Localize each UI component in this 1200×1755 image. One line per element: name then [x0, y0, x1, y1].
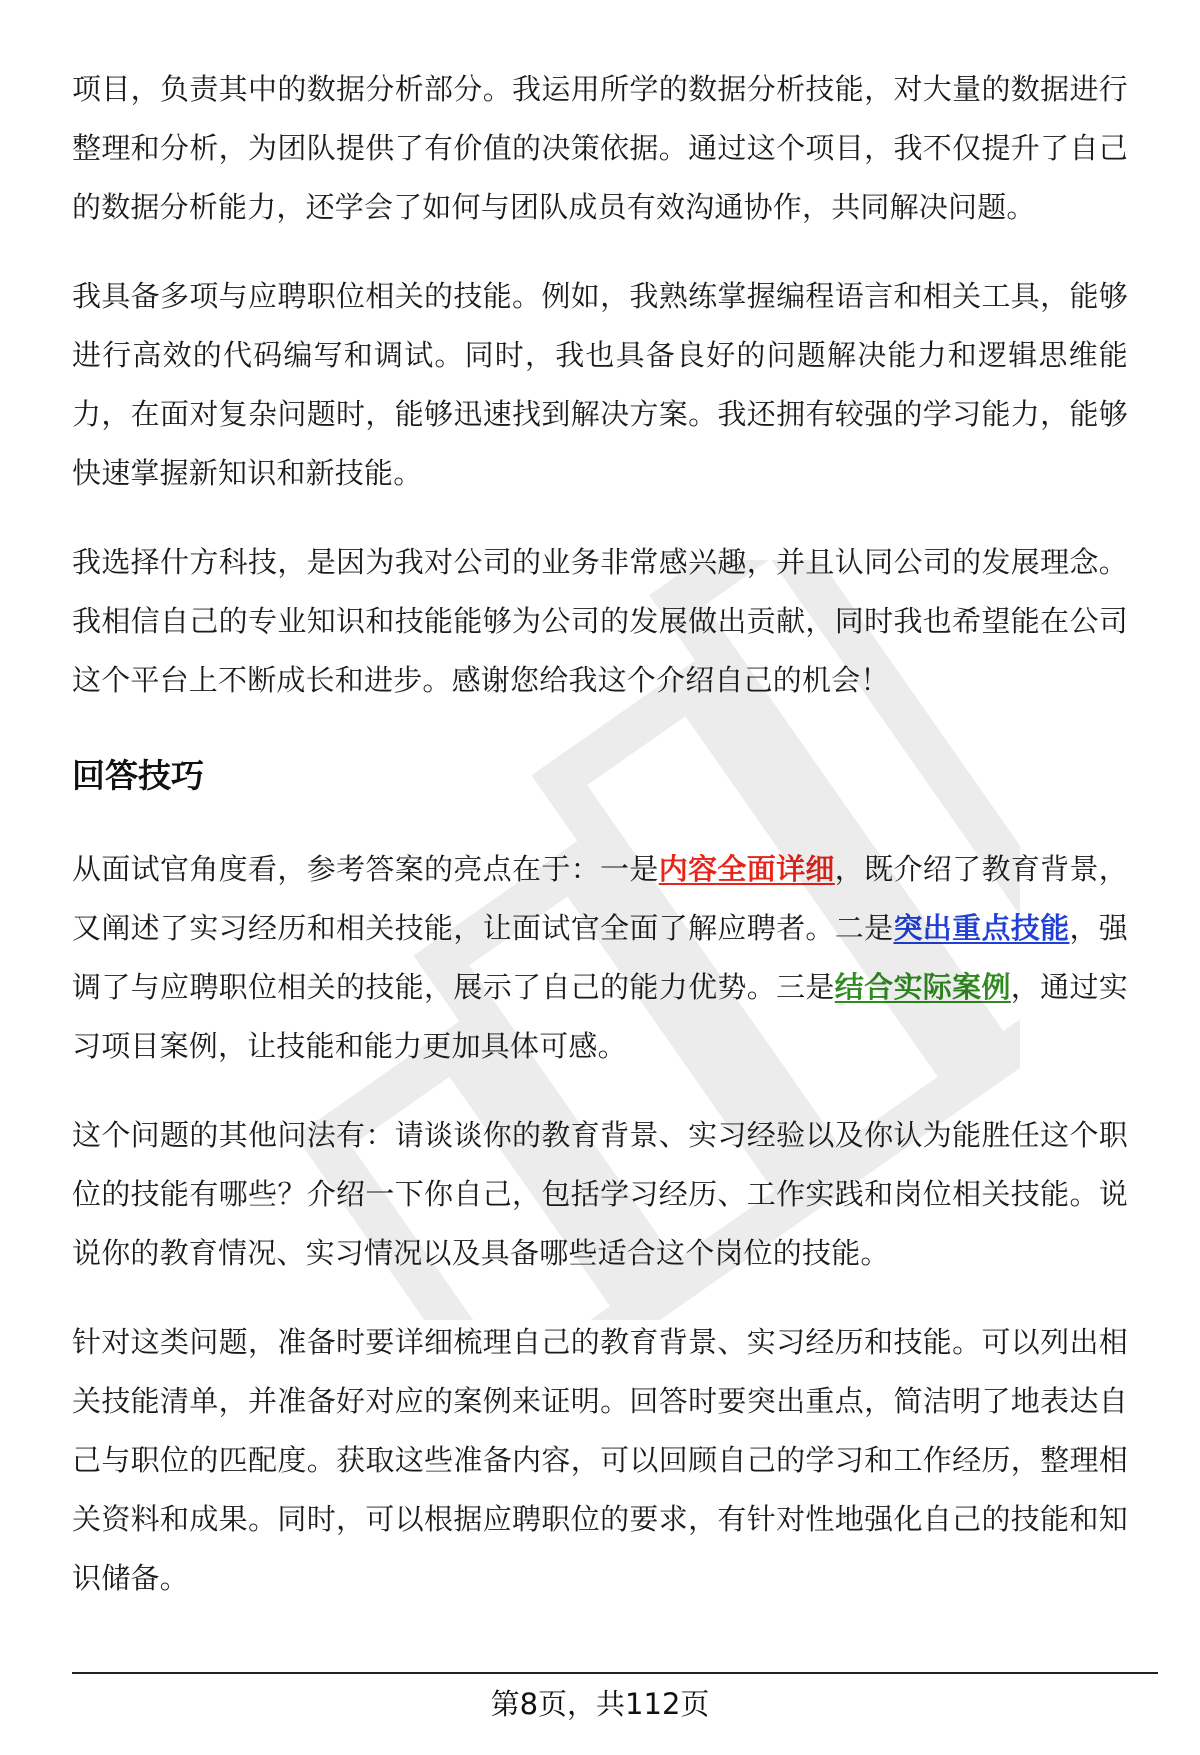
paragraph-project-experience: 项目，负责其中的数据分析部分。我运用所学的数据分析技能，对大量的数据进行整理和分析，为团队提供了有价值的决策依据。通过这个项目，我不仅提升了自己的数据分析能力，还学会了如何与团队成员有效沟通协作，共同解决问题。 [72, 72, 1128, 224]
highlight-real-cases: 结合实际案例 [834, 970, 1011, 1004]
footer-divider [72, 1672, 1158, 1674]
highlights-text-b: ，既介绍了教育背景，又阐述了实习经历和相关技能，让面试官全面了解应聘者。二是 [72, 852, 1128, 945]
paragraph-highlights [72, 840, 1128, 1076]
paragraph-skills: 我具备多项与应聘职位相关的技能。例如，我熟练掌握编程语言和相关工具，能够进行高效的代码编写和调试。同时，我也具备良好的问题解决能力和逻辑思维能力，在面对复杂问题时，能够迅速找到解决方案。我还拥有较强的学习能力，能够快速掌握新知识和新技能。 [72, 279, 1128, 490]
paragraph-motivation: 我选择什方科技，是因为我对公司的业务非常感兴趣，并且认同公司的发展理念。我相信自己的专业知识和技能能够为公司的发展做出贡献，同时我也希望能在公司这个平台上不断成长和进步。感谢您给我这个介绍自己的机会！ [72, 545, 1128, 697]
highlights-text-d: ，通过实习项目案例，让技能和能力更加具体可感。 [72, 970, 1129, 1063]
page-number: 第8页，共112页 [490, 1687, 710, 1721]
highlights-text-a: 从面试官角度看，参考答案的亮点在于：一是 [72, 852, 659, 886]
section-title-answer-tips: 回答技巧 [72, 756, 204, 795]
highlight-key-skills: 突出重点技能 [893, 911, 1070, 945]
paragraph-alternative-questions: 这个问题的其他问法有：请谈谈你的教育背景、实习经验以及你认为能胜任这个职位的技能有哪些？介绍一下你自己，包括学习经历、工作实践和岗位相关技能。说说你的教育情况、实习情况以及具备哪些适合这个岗位的技能。 [72, 1118, 1128, 1270]
highlight-comprehensive: 内容全面详细 [658, 852, 835, 886]
highlights-text-c: ，强调了与应聘职位相关的技能，展示了自己的能力优势。三是 [72, 911, 1129, 1004]
paragraph-preparation-advice: 针对这类问题，准备时要详细梳理自己的教育背景、实习经历和技能。可以列出相关技能清单，并准备好对应的案例来证明。回答时要突出重点，简洁明了地表达自己与职位的匹配度。获取这些准备内容，可以回顾自己的学习和工作经历，整理相关资料和成果。同时，可以根据应聘职位的要求，有针对性地强化自己的技能和知识储备。 [72, 1325, 1128, 1595]
